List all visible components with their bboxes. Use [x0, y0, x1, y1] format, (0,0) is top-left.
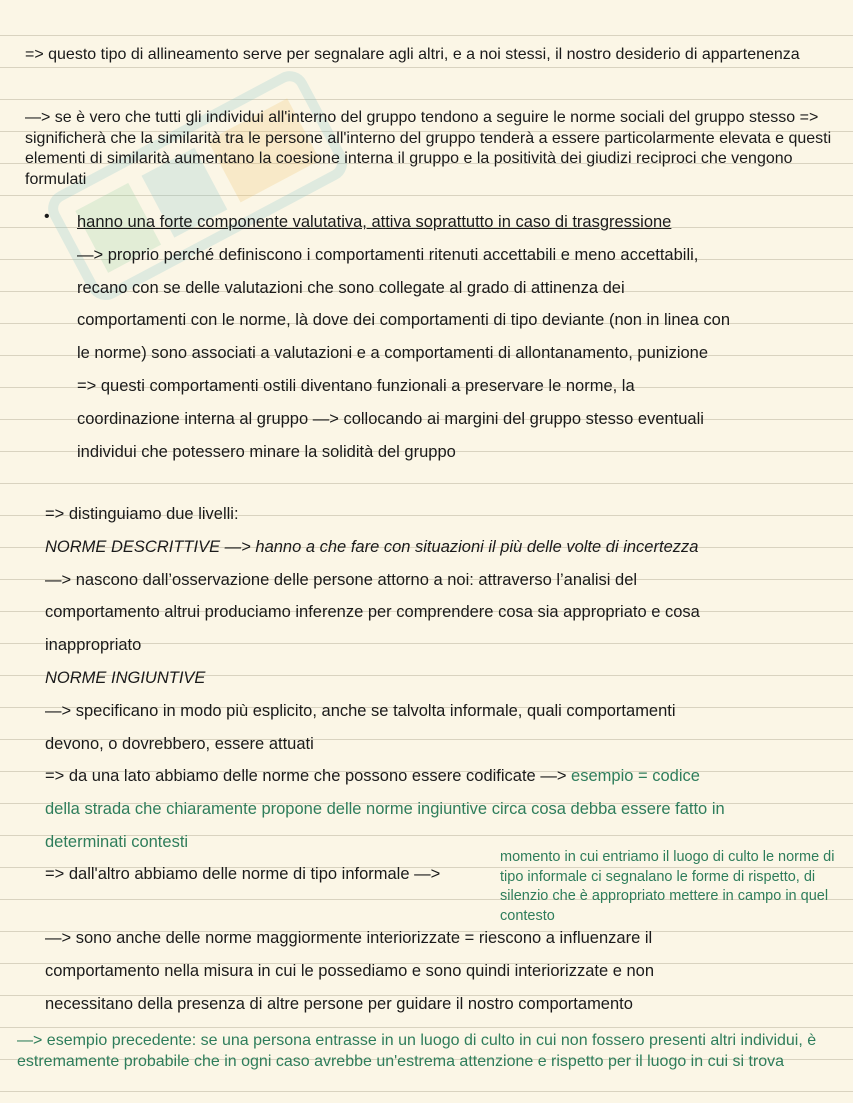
- bullet-block: [77, 206, 837, 468]
- bullet-marker: •: [44, 208, 50, 225]
- intro-paragraph-2: —> se è vero che tutti gli individui all'interno del gruppo tendono a seguire le norme sociali del gruppo stesso => significherà che la similarità tra le persone all'interno del gruppo tenderà a essere particolarmente elevata e questi elementi di similarità aumentano la coesione interna il gruppo e la positività dei giudizi reciproci che vengono formulati: [25, 109, 832, 188]
- interiorized-line: comportamento nella misura in cui le possediamo e sono quindi interiorizzate e non: [45, 961, 655, 980]
- example-line: della strada che chiaramente propone delle norme ingiuntive circa cosa debba essere fatto in: [45, 800, 725, 819]
- codified-norms-text: => da una lato abbiamo delle norme che possono essere codificate —>: [45, 767, 572, 786]
- bullet-heading: hanno una forte componente valutativa, attiva soprattutto in caso di trasgressione: [77, 213, 672, 231]
- example-highlight: esempio = codice: [571, 767, 700, 786]
- injunctive-norms-heading: NORME INGIUNTIVE: [45, 668, 206, 687]
- descriptive-norms-heading: NORME DESCRITTIVE —> hanno a che fare con situazioni il più delle volte di incertezza: [45, 537, 699, 556]
- levels-line: —> nascono dall’osservazione delle persone attorno a noi: attraverso l’analisi del: [45, 570, 638, 589]
- interiorized-block: [45, 922, 825, 1020]
- informal-note: momento in cui entriamo il luogo di culto le norme di tipo informale ci segnalano le forme di rispetto, di silenzio che è appropriato mettere in campo in quel contesto: [500, 849, 835, 924]
- levels-line: —> specificano in modo più esplicito, anche se talvolta informale, quali comportamenti: [45, 701, 676, 720]
- bullet-line: —> proprio perché definiscono i comportamenti ritenuti accettabili e meno accettabili,: [77, 245, 699, 264]
- levels-line: inappropriato: [45, 636, 142, 655]
- interiorized-line: —> sono anche delle norme maggiormente interiorizzate = riescono a influenzare il: [45, 929, 653, 947]
- intro-paragraph-1: => questo tipo di allineamento serve per segnalare agli altri, e a noi stessi, il nostro desiderio di appartenenza: [25, 46, 800, 63]
- bullet-line: comportamenti con le norme, là dove dei comportamenti di tipo deviante (non in linea con: [77, 311, 731, 330]
- bullet-line: individui che potessero minare la solidità del gruppo: [77, 442, 456, 461]
- informal-norms-line: => dall'altro abbiamo delle norme di tipo informale —>: [45, 865, 441, 883]
- example-line: determinati contesti: [45, 832, 189, 851]
- levels-line: comportamento altrui produciamo inferenze per comprendere cosa sia appropriato e cosa: [45, 603, 700, 622]
- levels-block: [45, 498, 825, 859]
- bullet-line: recano con se delle valutazioni che sono collegate al grado di attinenza dei: [77, 278, 625, 297]
- bullet-line: coordinazione interna al gruppo —> collocando ai margini del gruppo stesso eventuali: [77, 409, 704, 428]
- levels-intro: => distinguiamo due livelli:: [45, 505, 239, 523]
- bullet-line: le norme) sono associati a valutazioni e a comportamenti di allontanamento, punizione: [77, 344, 709, 363]
- final-example-note: —> esempio precedente: se una persona entrasse in un luogo di culto in cui non fossero presenti altri individui, è estremamente probabile che in ogni caso avrebbe un'estrema attenzione e rispetto per il luogo in cui si trova: [17, 1032, 817, 1070]
- bullet-line: => questi comportamenti ostili diventano funzionali a preservare le norme, la: [77, 376, 635, 395]
- levels-line: devono, o dovrebbero, essere attuati: [45, 734, 314, 753]
- levels-line: [45, 760, 825, 793]
- interiorized-line: necessitano della presenza di altre persone per guidare il nostro comportamento: [45, 994, 633, 1013]
